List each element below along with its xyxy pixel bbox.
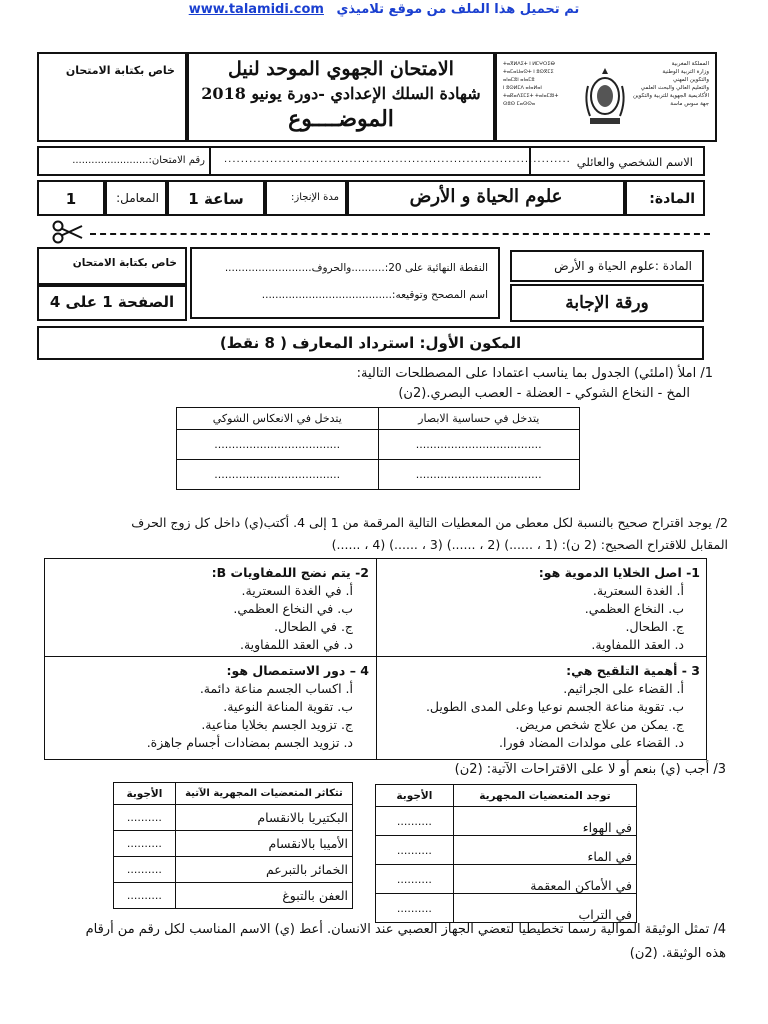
- name-label: الاسم الشخصي والعائلي: [576, 155, 693, 169]
- coef-label: المعامل:: [116, 191, 159, 205]
- q2-line2[interactable]: المقابل للاقتراح الصحيح: (2 ن): (1 ، ......) (2 ، ......) (3 ، ......) (4 ، ......): [331, 537, 728, 552]
- subject-label-box: [625, 180, 705, 216]
- exam-office-label: خاص بكتابة الامتحان: [65, 64, 175, 77]
- q3-table-left: الأجوبة تتكاثر المتعضيات المجهرية الآتية .......... البكتيريا بالانقسام .......... الأميبا بالانقسام .......... الخمائر بالتبرعم .......... العفن بالتبوغ: [113, 782, 353, 909]
- q3-answer-cell[interactable]: ..........: [376, 807, 454, 836]
- q3-answer-cell[interactable]: ..........: [114, 857, 176, 883]
- q3-answer-cell[interactable]: ..........: [114, 883, 176, 909]
- q3-answer-cell[interactable]: ..........: [376, 836, 454, 865]
- cut-line: [90, 233, 710, 235]
- corrector-field[interactable]: اسم المصحح وتوقيعه:.......................................: [261, 289, 488, 301]
- part1-title-box: [37, 326, 704, 360]
- part1-title: المكون الأول: استرداد المعارف ( 8 نقط): [219, 334, 522, 352]
- q2-item-3: 3 - أهمية التلقيح هي: أ. القضاء على الجراثيم. ب. تقوية مناعة الجسم نوعيا وعلى المدى الطويل. ج. يمكن من علاج شخص مريض. د. القضاء على مولدات المضاد فورا.: [425, 663, 700, 750]
- answer-subject-box: [510, 250, 704, 282]
- ministry-tifinagh: ⵜⴰⴳⵍⴷⵉⵜ ⵏ ⵍⵎⵖⵔⵉⴱ ⵜⴰⵎⴰⵡⴰⵙⵜ ⵏ ⵓⵙⴳⵎⵉ ⴰⵏⴰⵎⵓⵏ ⴰⵏⴰⵎⵓ ⵏ ⵓⵙⵍⵎⴷ ⴰⵏⴰⵍⴰⵏ ⵜⴰⴽⴰⴷⵉⵎⵉⵜ ⵜⴰⵏⴰⵎⵓⵏⵜ ⵙⵓⵙ ⵎⴰⵙⵙⴰ: [503, 61, 559, 107]
- q3-answer-cell[interactable]: ..........: [114, 831, 176, 857]
- download-note: تم تحميل هذا الملف من موقع تلاميذي: [336, 2, 580, 17]
- ministry-arabic: المملكة المغربية وزارة التربية الوطنية والتكوين المهني والتعليم العالي والبحث العلمي الأكاديمية الجهوية للتربية والتكوين جهة سوس ماسة: [632, 61, 709, 107]
- q1-answer-cell[interactable]: ....................................: [177, 430, 379, 460]
- q1-table: [176, 407, 580, 490]
- ministry-box: [495, 52, 717, 142]
- q1-terms: المخ - النخاع الشوكي - العضلة - العصب البصري.(2ن): [398, 386, 690, 401]
- subject-value: علوم الحياة و الأرض: [409, 186, 563, 207]
- q3-table-right: الأجوبة توجد المتعضيات المجهرية .......... في الهواء .......... في الماء .......... في الأماكن المعقمة .......... في التراب: [375, 784, 637, 923]
- answer-office-box: [37, 247, 187, 285]
- exam-title-box: [187, 52, 495, 142]
- page-number: الصفحة 1 على 4: [49, 293, 175, 311]
- q1-text: 1/ املأ (املئي) الجدول بما يناسب اعتمادا على المصطلحات التالية:: [356, 366, 713, 381]
- exam-title-line1: الامتحان الجهوي الموحد لنيل: [228, 58, 454, 80]
- subject-value-box: [347, 180, 625, 216]
- score-box: [190, 247, 500, 319]
- q2-line1: 2/ يوجد اقتراح صحيح بالنسبة لكل معطى من المعطيات التالية المرقمة من 1 إلى 4. أكتب(ي) داخل كل زوج الحرف: [131, 515, 728, 530]
- answer-subject: المادة :علوم الحياة و الأرض: [554, 259, 692, 273]
- q3-text: 3/ أجب (ي) بنعم أو لا على الاقتراحات الآتية: (2ن): [454, 762, 726, 777]
- q1-col-left-header: يتدخل في الانعكاس الشوكي: [177, 408, 379, 430]
- scissors-icon: [52, 220, 84, 244]
- duration-label: مدة الإنجاز:: [291, 192, 339, 203]
- coef-value: 1: [65, 190, 77, 208]
- answer-office-label: خاص بكتابة الامتحان: [72, 257, 177, 269]
- answer-sheet-title-box: [510, 284, 704, 322]
- final-score-field[interactable]: النقطة النهائية على 20:..........والحروف..........................: [224, 262, 488, 274]
- coef-label-box: [105, 180, 167, 216]
- exam-title-line3: الموضــــوع: [288, 106, 394, 132]
- q3-answer-cell[interactable]: ..........: [376, 865, 454, 894]
- kingdom-seal-icon: [582, 66, 628, 128]
- name-field[interactable]: ...................................................................................: [224, 154, 571, 165]
- page-number-box: [37, 285, 187, 321]
- q2-item-4: 4 – دور الاستمصال هو: أ. اكساب الجسم مناعة دائمة. ب. تقوية المناعة النوعية. ج. تزويد الجسم بخلايا مناعية. د. تزويد الجسم بمضادات أجسام جاهزة.: [146, 663, 369, 750]
- duration-value: 1 ساعة: [188, 190, 244, 208]
- duration-label-box: [265, 180, 347, 216]
- coef-value-box: [37, 180, 105, 216]
- q3-answer-cell[interactable]: ..........: [114, 805, 176, 831]
- site-url[interactable]: www.talamidi.com: [188, 2, 324, 17]
- exam-number-field[interactable]: رقم الامتحان:........................: [72, 155, 205, 166]
- candidate-row: [37, 146, 705, 176]
- download-source-link[interactable]: [0, 2, 768, 17]
- q4-line2: هذه الوثيقة. (2ن): [629, 946, 726, 961]
- q1-answer-cell[interactable]: ....................................: [378, 460, 580, 490]
- q1-col-right-header: يتدخل في حساسية الابصار: [378, 408, 580, 430]
- q2-grid: [44, 558, 707, 760]
- q3-answer-cell[interactable]: ..........: [376, 894, 454, 923]
- q2-item-1: 1- اصل الخلايا الدموية هو: أ. الغدة السعترية. ب. النخاع العظمي. ج. الطحال. د. العقد اللمفاوية.: [538, 565, 700, 652]
- q2-item-2: 2- يتم نضج اللمفاويات B: أ. في الغدة السعترية. ب. في النخاع العظمي. ج. في الطحال. د. في العقد اللمفاوية.: [211, 565, 369, 652]
- q1-answer-cell[interactable]: ....................................: [378, 430, 580, 460]
- answer-sheet-title: ورقة الإجابة: [565, 293, 649, 313]
- exam-office-box: [37, 52, 187, 142]
- q1-answer-cell[interactable]: ....................................: [177, 460, 379, 490]
- q4-line1: 4/ تمثل الوثيقة الموالية رسما تخطيطيا لتعضي الجهاز العصبي عند الانسان. أعط (ي) الاسم المناسب لكل رقم من أرقام: [85, 922, 726, 937]
- duration-value-box: [167, 180, 265, 216]
- subject-label: المادة:: [649, 191, 695, 207]
- exam-title-line2: شهادة السلك الإعدادي -دورة يونيو 2018: [201, 84, 481, 103]
